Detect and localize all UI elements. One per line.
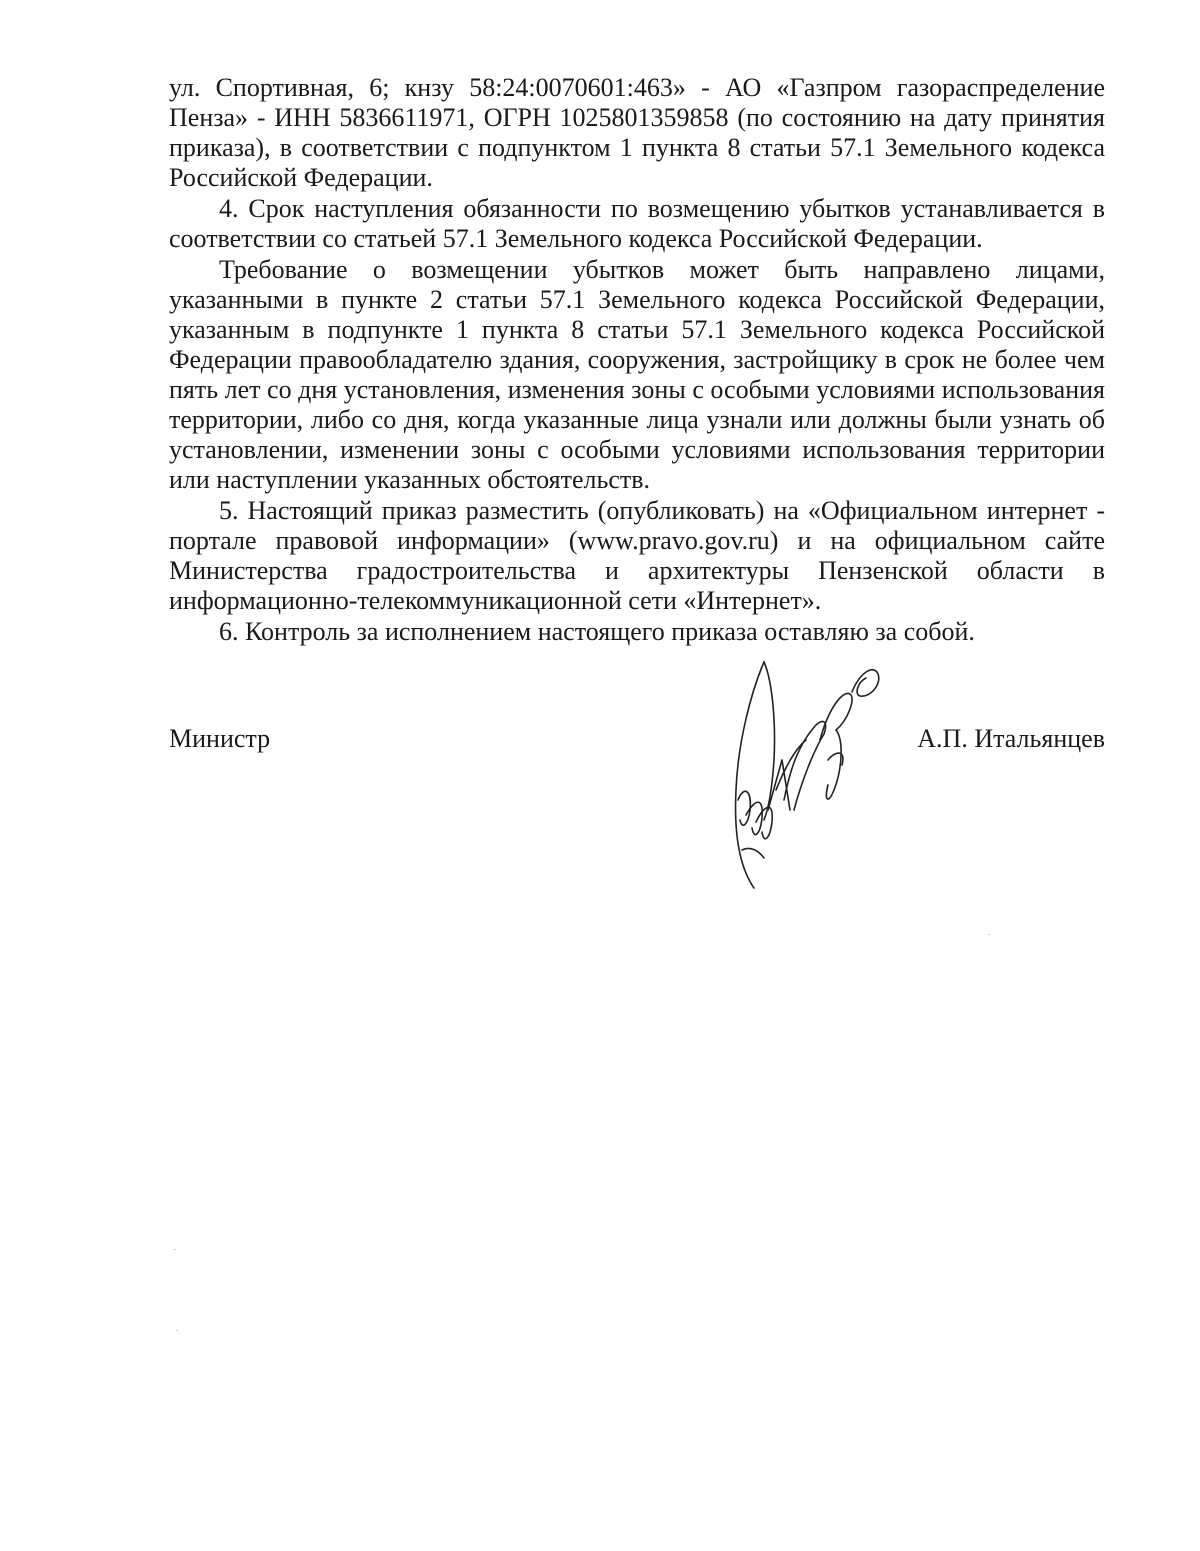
signatory-role: Министр bbox=[169, 724, 271, 753]
scan-speck bbox=[174, 1249, 176, 1250]
scan-speck bbox=[176, 1330, 178, 1331]
paragraph-claim: Требование о возмещении убытков может быть направлено лицами, указанными в пункте 2 статьи 57.1 Земельного кодекса Российской Федерации, указанным в подпункте 1 пункта 8 статьи 57.1 Земельного кодекса Российской Федерации правообладателю здания, сооружения, застройщику в срок не более чем пять лет со дня установления, изменения зоны с особыми условиями использования территории, либо со дня, когда указанные лица узнали или должны были узнать об установлении, изменении зоны с особыми условиями использования территории или наступлении указанных обстоятельств. bbox=[169, 255, 1105, 494]
paragraph-item-4: 4. Срок наступления обязанности по возмещению убытков устанавливается в соответствии со статьей 57.1 Земельного кодекса Российской Федерации. bbox=[169, 194, 1105, 253]
paragraph-continuation: ул. Спортивная, 6; кнзу 58:24:0070601:463» - АО «Газпром газораспределение Пенза» - ИНН 5836611971, ОГРН 1025801359858 (по состоянию на дату принятия приказа), в соответствии с подпунктом 1 пункта 8 статьи 57.1 Земельного кодекса Российской Федерации. bbox=[169, 73, 1105, 192]
scan-speck bbox=[988, 934, 990, 935]
paragraph-item-6: 6. Контроль за исполнением настоящего приказа оставляю за собой. bbox=[219, 617, 975, 646]
signatory-name: А.П. Итальянцев bbox=[917, 724, 1105, 753]
handwritten-signature-icon bbox=[724, 650, 894, 895]
document-body bbox=[169, 73, 1105, 647]
paragraph-item-5: 5. Настоящий приказ разместить (опубликовать) на «Официальном интернет - портале правовой информации» (www.pravo.gov.ru) и на официальном сайте Министерства градостроительства и архитектуры Пензенской области в информационно-телекоммуникационной сети «Интернет». bbox=[169, 496, 1105, 615]
